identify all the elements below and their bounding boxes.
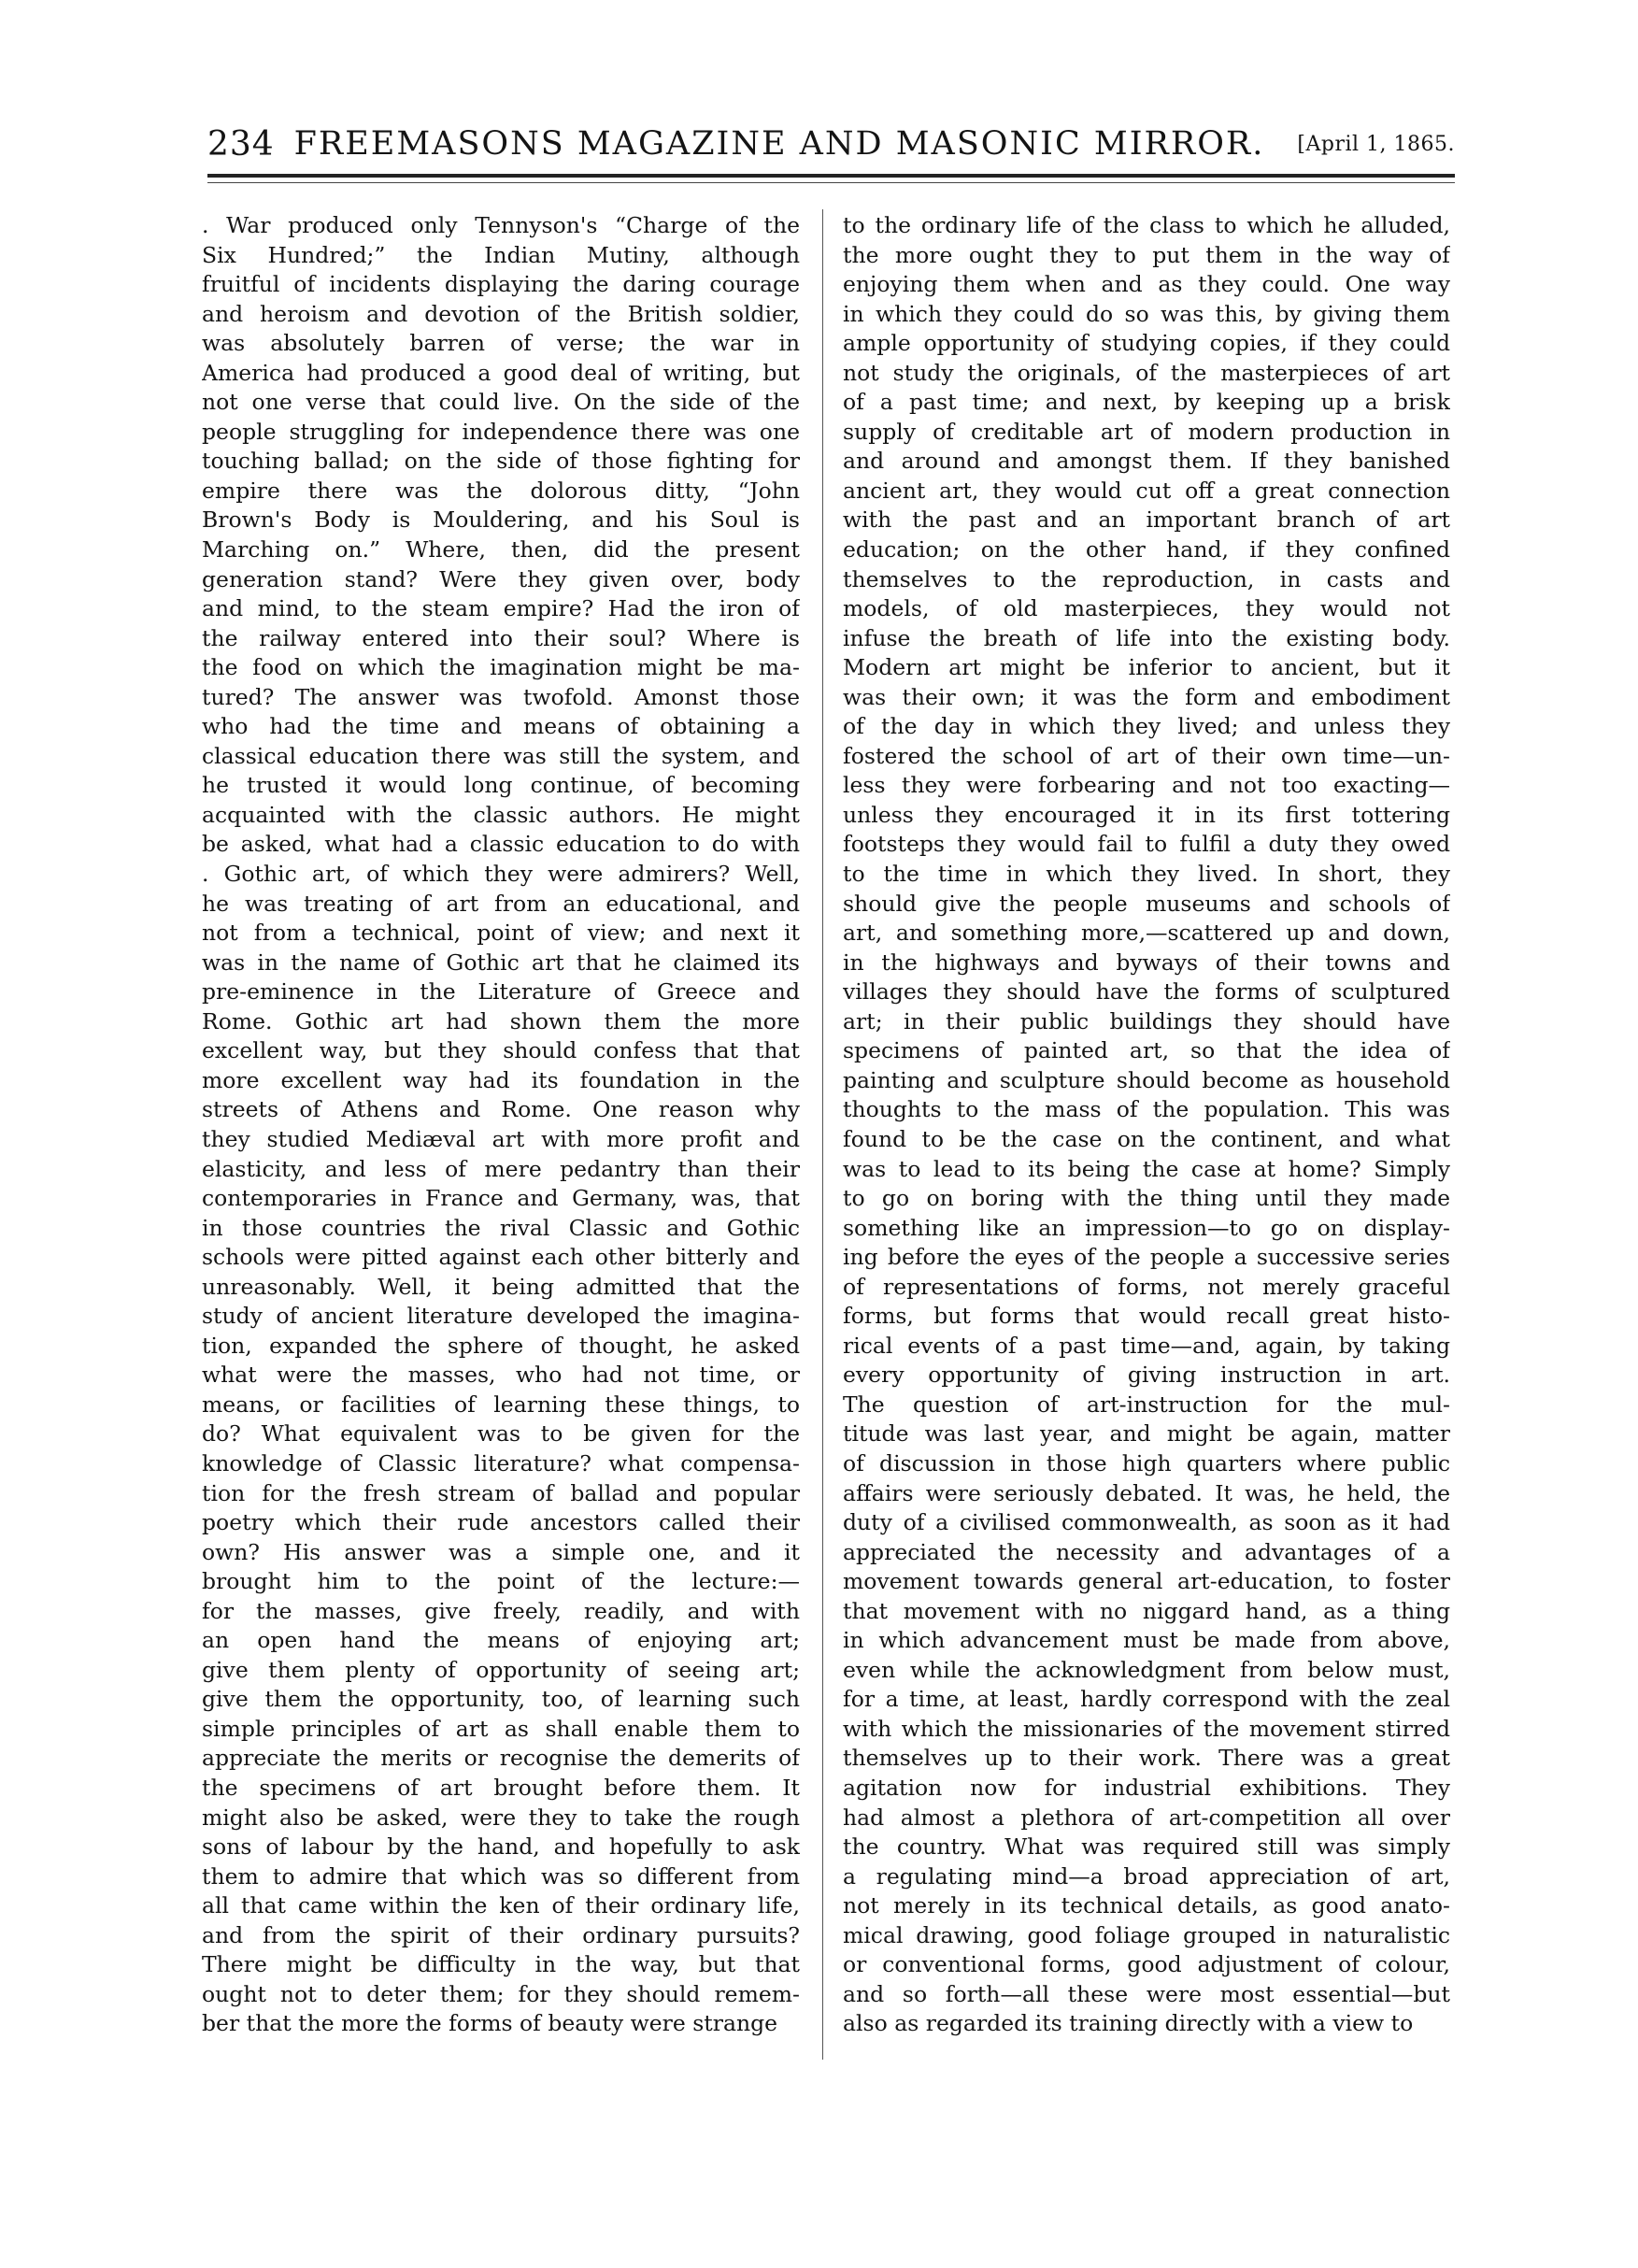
right-column-line: duty of a civilised commonwealth, as soon as it had <box>843 1509 1450 1536</box>
right-column-line: to go on boring with the thing until they made <box>843 1185 1450 1212</box>
left-column-line: acquainted with the classic authors. He might <box>202 801 800 828</box>
left-text-column <box>202 211 800 2108</box>
left-column-line: fruitful of incidents displaying the daring courage <box>202 271 800 298</box>
left-column-line: touching ballad; on the side of those fighting for <box>202 448 800 475</box>
left-column-line: give them the opportunity, too, of learning such <box>202 1686 800 1713</box>
left-column-line: study of ancient literature developed the imagina- <box>202 1303 800 1330</box>
left-column-line: give them plenty of opportunity of seeing art; <box>202 1656 800 1683</box>
right-column-line: appreciated the necessity and advantages of a <box>843 1538 1450 1565</box>
right-column-line: and so forth—all these were most essential—but <box>843 1980 1450 2007</box>
left-column-line: . Gothic art, of which they were admirers? Well, <box>202 861 800 888</box>
right-column-line: with which the missionaries of the movement stirred <box>843 1715 1450 1742</box>
left-column-line: not from a technical, point of view; and next it <box>202 920 800 947</box>
right-column-line: not study the originals, of the masterpieces of art <box>843 359 1450 386</box>
left-column-line: classical education there was still the system, and <box>202 742 800 769</box>
right-column-line: in which advancement must be made from above, <box>843 1627 1450 1654</box>
left-column-line: he trusted it would long continue, of becoming <box>202 772 800 799</box>
right-column-line: not merely in its technical details, as good anato- <box>843 1892 1450 1919</box>
right-column-line: found to be the case on the continent, and what <box>843 1125 1450 1152</box>
left-column-line: for the masses, give freely, readily, and with <box>202 1597 800 1624</box>
right-column-line: ancient art, they would cut off a great connection <box>843 477 1450 504</box>
right-column-line: should give the people museums and schools of <box>843 890 1450 917</box>
left-column-line: appreciate the merits or recognise the demerits of <box>202 1745 800 1772</box>
left-column-line: what were the masses, who had not time, or <box>202 1362 800 1389</box>
right-column-line: to the ordinary life of the class to which he alluded, <box>843 212 1450 238</box>
left-column-line: schools were pitted against each other bitterly and <box>202 1244 800 1271</box>
left-column-line: tion, expanded the sphere of thought, he asked <box>202 1332 800 1359</box>
left-column-line: pre-eminence in the Literature of Greece and <box>202 978 800 1006</box>
right-column-line: painting and sculpture should become as household <box>843 1066 1450 1093</box>
left-column-line: There might be difficulty in the way, but that <box>202 1951 800 1978</box>
right-column-line: and around and amongst them. If they banished <box>843 448 1450 475</box>
right-column-line: rical events of a past time—and, again, by taking <box>843 1332 1450 1359</box>
left-column-line: sons of labour by the hand, and hopefully to ask <box>202 1833 800 1861</box>
right-column-line: supply of creditable art of modern production in <box>843 418 1450 445</box>
right-column-line: in which they could do so was this, by giving them <box>843 300 1450 327</box>
right-column-line: Modern art might be inferior to ancient, but it <box>843 654 1450 681</box>
left-column-line: tured? The answer was twofold. Amonst those <box>202 683 800 710</box>
right-column-line: for a time, at least, hardly correspond with the zeal <box>843 1686 1450 1713</box>
right-column-line: ing before the eyes of the people a successive series <box>843 1244 1450 1271</box>
left-column-line: and heroism and devotion of the British soldier, <box>202 300 800 327</box>
right-column-line: of a past time; and next, by keeping up a brisk <box>843 389 1450 416</box>
column-divider <box>822 209 823 2060</box>
left-column-line: the railway entered into their soul? Where is <box>202 624 800 651</box>
left-column-line: elasticity, and less of mere pedantry than their <box>202 1155 800 1182</box>
right-column-line: of discussion in those high quarters where public <box>843 1449 1450 1476</box>
left-column-line: poetry which their rude ancestors called their <box>202 1509 800 1536</box>
right-column-line: affairs were seriously debated. It was, he held, the <box>843 1479 1450 1506</box>
right-column-line: ample opportunity of studying copies, if they could <box>843 330 1450 357</box>
right-column-line: in the highways and byways of their towns and <box>843 949 1450 976</box>
right-column-line: specimens of painted art, so that the idea of <box>843 1037 1450 1064</box>
right-column-line: titude was last year, and might be again, matter <box>843 1420 1450 1448</box>
right-column-line: to the time in which they lived. In short, they <box>843 861 1450 888</box>
left-column-line: and from the spirit of their ordinary pursuits? <box>202 1921 800 1948</box>
left-column-line: means, or facilities of learning these things, to <box>202 1391 800 1418</box>
right-column-line: education; on the other hand, if they confined <box>843 536 1450 563</box>
right-column-line: a regulating mind—a broad appreciation of art, <box>843 1862 1450 1890</box>
right-text-column <box>843 211 1450 2108</box>
left-column-line: simple principles of art as shall enable them to <box>202 1715 800 1742</box>
right-column-line: The question of art-instruction for the mul- <box>843 1391 1450 1418</box>
issue-date: [April 1, 1865. <box>1297 133 1455 156</box>
left-column-line: be asked, what had a classic education to do with <box>202 831 800 858</box>
right-column-line: that movement with no niggard hand, as a thing <box>843 1597 1450 1624</box>
right-column-line: movement towards general art-education, to foster <box>843 1568 1450 1595</box>
left-column-line: was in the name of Gothic art that he claimed its <box>202 949 800 976</box>
left-column-line: empire there was the dolorous ditty, “John <box>202 477 800 504</box>
right-column-line: mical drawing, good foliage grouped in naturalistic <box>843 1921 1450 1948</box>
left-column-line: knowledge of Classic literature? what compensa- <box>202 1449 800 1476</box>
left-column-line: the specimens of art brought before them. It <box>202 1774 800 1801</box>
left-column-line: not one verse that could live. On the side of the <box>202 389 800 416</box>
left-column-line: contemporaries in France and Germany, was, that <box>202 1185 800 1212</box>
right-column-line: the country. What was required still was simply <box>843 1833 1450 1861</box>
left-column-line: them to admire that which was so different from <box>202 1862 800 1890</box>
page-header <box>207 120 1455 176</box>
left-column-line: excellent way, but they should confess that that <box>202 1037 800 1064</box>
right-column-line: villages they should have the forms of sculptured <box>843 978 1450 1006</box>
right-column-line: fostered the school of art of their own time—un- <box>843 742 1450 769</box>
left-column-line: was absolutely barren of verse; the war in <box>202 330 800 357</box>
header-rule-thin <box>207 182 1455 183</box>
right-column-line: art, and something more,—scattered up and down, <box>843 920 1450 947</box>
left-column-line: unreasonably. Well, it being admitted that the <box>202 1273 800 1300</box>
left-column-line: ber that the more the forms of beauty were strange <box>202 2010 778 2037</box>
right-column-line: themselves to the reproduction, in casts and <box>843 565 1450 592</box>
right-column-line: agitation now for industrial exhibitions. They <box>843 1774 1450 1801</box>
right-column-line: even while the acknowledgment from below must, <box>843 1656 1450 1683</box>
right-column-line: every opportunity of giving instruction in art. <box>843 1362 1450 1389</box>
left-column-line: the food on which the imagination might be ma- <box>202 654 800 681</box>
right-column-line: footsteps they would fail to fulfil a duty they owed <box>843 831 1450 858</box>
right-column-line: infuse the breath of life into the existing body. <box>843 624 1450 651</box>
left-column-line: tion for the fresh stream of ballad and popular <box>202 1479 800 1506</box>
page-number: 234 <box>207 125 275 164</box>
left-column-line: an open hand the means of enjoying art; <box>202 1627 800 1654</box>
left-column-line: he was treating of art from an educational, and <box>202 890 800 917</box>
left-column-line: more excellent way had its foundation in the <box>202 1066 800 1093</box>
right-column-line: was their own; it was the form and embodiment <box>843 683 1450 710</box>
right-column-line: of representations of forms, not merely graceful <box>843 1273 1450 1300</box>
right-column-line: the more ought they to put them in the way of <box>843 241 1450 268</box>
right-column-line: thoughts to the mass of the population. This was <box>843 1096 1450 1123</box>
header-rule-thick <box>207 174 1455 178</box>
left-column-line: Brown's Body is Mouldering, and his Soul is <box>202 506 800 534</box>
left-column-line: people struggling for independence there was one <box>202 418 800 445</box>
right-column-line: less they were forbearing and not too exacting— <box>843 772 1450 799</box>
left-column-line: generation stand? Were they given over, body <box>202 565 800 592</box>
right-column-line: also as regarded its training directly with a view to <box>843 2010 1414 2037</box>
right-column-line: models, of old masterpieces, they would not <box>843 595 1450 622</box>
right-column-line: of the day in which they lived; and unless they <box>843 713 1450 740</box>
left-column-line: . War produced only Tennyson's “Charge of the <box>202 212 800 238</box>
running-title: FREEMASONS MAGAZINE AND MASONIC MIRROR. <box>293 125 1265 163</box>
left-column-line: might also be asked, were they to take the rough <box>202 1804 800 1831</box>
left-column-line: all that came within the ken of their ordinary life, <box>202 1892 800 1919</box>
left-column-line: ought not to deter them; for they should remem- <box>202 1980 800 2007</box>
left-column-line: they studied Mediæval art with more profit and <box>202 1125 800 1152</box>
left-column-line: streets of Athens and Rome. One reason why <box>202 1096 800 1123</box>
right-column-line: unless they encouraged it in its first tottering <box>843 801 1450 828</box>
right-column-line: art; in their public buildings they should have <box>843 1007 1450 1034</box>
right-column-line: with the past and an important branch of art <box>843 506 1450 534</box>
right-column-line: forms, but forms that would recall great histo- <box>843 1303 1450 1330</box>
left-column-line: who had the time and means of obtaining a <box>202 713 800 740</box>
left-column-line: brought him to the point of the lecture:— <box>202 1568 800 1595</box>
left-column-line: in those countries the rival Classic and Gothic <box>202 1214 800 1241</box>
right-column-line: was to lead to its being the case at home? Simply <box>843 1155 1450 1182</box>
right-column-line: had almost a plethora of art-competition all over <box>843 1804 1450 1831</box>
right-column-line: something like an impression—to go on display- <box>843 1214 1450 1241</box>
right-column-line: enjoying them when and as they could. One way <box>843 271 1450 298</box>
left-column-line: America had produced a good deal of writing, but <box>202 359 800 386</box>
left-column-line: and mind, to the steam empire? Had the iron of <box>202 595 800 622</box>
left-column-line: Marching on.” Where, then, did the present <box>202 536 800 563</box>
left-column-line: Rome. Gothic art had shown them the more <box>202 1007 800 1034</box>
left-column-line: own? His answer was a simple one, and it <box>202 1538 800 1565</box>
left-column-line: do? What equivalent was to be given for the <box>202 1420 800 1448</box>
left-column-line: Six Hundred;” the Indian Mutiny, although <box>202 241 800 268</box>
right-column-line: or conventional forms, good adjustment of colour, <box>843 1951 1450 1978</box>
right-column-line: themselves up to their work. There was a great <box>843 1745 1450 1772</box>
